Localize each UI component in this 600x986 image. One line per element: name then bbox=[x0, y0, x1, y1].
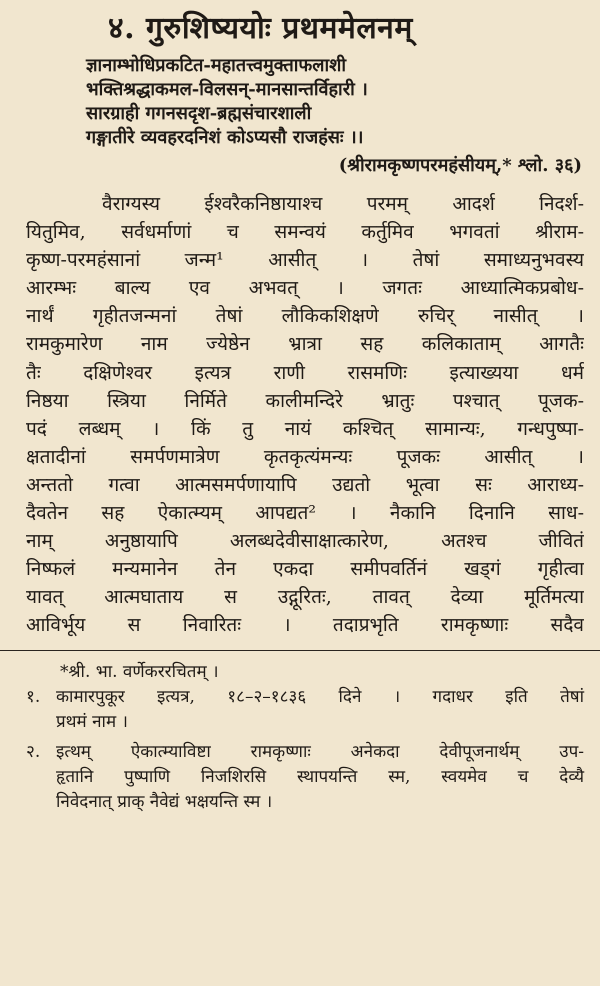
body-line: नाम् अनुष्ठायापि अलब्धदेवीसाक्षात्कारेण, अतश्च जीवितं bbox=[26, 530, 584, 553]
footnote-number: २. bbox=[26, 741, 41, 762]
verse-line: सारग्राही गगनसदृश-ब्रह्मसंचारशाली bbox=[86, 103, 312, 124]
body-line: रामकुमारेण नाम ज्येष्ठेन भ्रात्रा सह कलिकाताम् आगतैः bbox=[26, 333, 584, 356]
body-line: निष्ठया स्त्रिया निर्मिते कालीमन्दिरे भ्रातुः पश्चात् पूजक- bbox=[26, 389, 584, 412]
footnote bbox=[26, 740, 584, 815]
verse-line: गङ्गातीरे व्यवहरदनिशं कोऽप्यसौ राजहंसः ।। bbox=[86, 127, 364, 148]
footnote-number: १. bbox=[26, 686, 41, 707]
body-line: यावत् आत्मघाताय स उद्गूरितः, तावत् देव्या मूर्तिमत्या bbox=[26, 586, 584, 609]
footnote-line: कामारपुकूर इत्यत्र, १८–२–१८३६ दिने । गदाधर इति तेषां bbox=[56, 686, 584, 707]
body-line: वैराग्यस्य ईश्वरैकनिष्ठायाश्च परमम् आदर्श निदर्श- bbox=[102, 193, 584, 215]
body-line: आरम्भः बाल्य एव अभवत् । जगतः आध्यात्मिकप्रबोध- bbox=[26, 277, 584, 300]
body-line: कृष्ण-परमहंसानां जन्म¹ आसीत् । तेषां समाध्यनुभवस्य bbox=[26, 249, 584, 272]
verse-block bbox=[86, 54, 584, 150]
body-line: दैवतेन सह ऐकात्म्यम् आपद्यत² । नैकानि दिनानि साध- bbox=[26, 502, 584, 525]
body-paragraph bbox=[26, 190, 584, 640]
footnote-divider bbox=[0, 650, 600, 651]
footnote-text bbox=[56, 685, 584, 735]
verse-line: ज्ञानाम्भोधिप्रकटित-महातत्त्वमुक्ताफलाशी bbox=[86, 55, 347, 76]
body-line: आविर्भूय स निवारितः । तदाप्रभृति रामकृष्णाः सदैव bbox=[26, 614, 584, 637]
footnote-star: *श्री. भा. वर्णेकररचितम् । bbox=[60, 661, 219, 682]
body-line: क्षतादीनां समर्पणमात्रेण कृतकृत्यंमन्यः पूजकः आसीत् । bbox=[26, 445, 584, 468]
body-line: पदं लब्धम् । किं तु नायं कश्चित् सामान्यः, गन्धपुष्पा- bbox=[26, 417, 584, 440]
chapter-title: ४. गुरुशिष्ययोः प्रथममेलनम् bbox=[108, 11, 413, 46]
footnote bbox=[26, 685, 584, 735]
body-line: यितुमिव, सर्वधर्माणां च समन्वयं कर्तुमिव भगवतां श्रीराम- bbox=[26, 221, 584, 244]
footnote-line: हृतानि पुष्पाणि निजशिरसि स्थापयन्ति स्म, स्वयमेव च देव्यै bbox=[56, 766, 584, 787]
footnote-line: प्रथमं नाम । bbox=[56, 711, 128, 732]
footnote-line: निवेदनात् प्राक् नैवेद्यं भक्षयन्ति स्म । bbox=[56, 791, 273, 812]
footnote-text bbox=[56, 740, 584, 815]
body-line: तैः दक्षिणेश्वर इत्यत्र राणी रासमणिः इत्याख्यया धर्म bbox=[26, 361, 584, 384]
body-line: अन्ततो गत्वा आत्मसमर्पणायापि उद्यतो भूत्वा सः आराध्य- bbox=[26, 473, 584, 496]
body-line: नार्थं गृहीतजन्मनां तेषां लौकिकशिक्षणे रुचिर् नासीत् । bbox=[26, 305, 584, 328]
body-line: निष्फलं मन्यमानेन तेन एकदा समीपवर्तिनं खड्गं गृहीत्वा bbox=[26, 558, 584, 581]
verse-citation: (श्रीरामकृष्णपरमहंसीयम्,* श्लो. ३६) bbox=[338, 155, 582, 176]
footnote-line: इत्थम् ऐकात्म्याविष्टा रामकृष्णाः अनेकदा देवीपूजनार्थम् उप- bbox=[56, 741, 584, 762]
verse-line: भक्तिश्रद्धाकमल-विलसन्-मानसान्तर्विहारी । bbox=[86, 79, 368, 100]
